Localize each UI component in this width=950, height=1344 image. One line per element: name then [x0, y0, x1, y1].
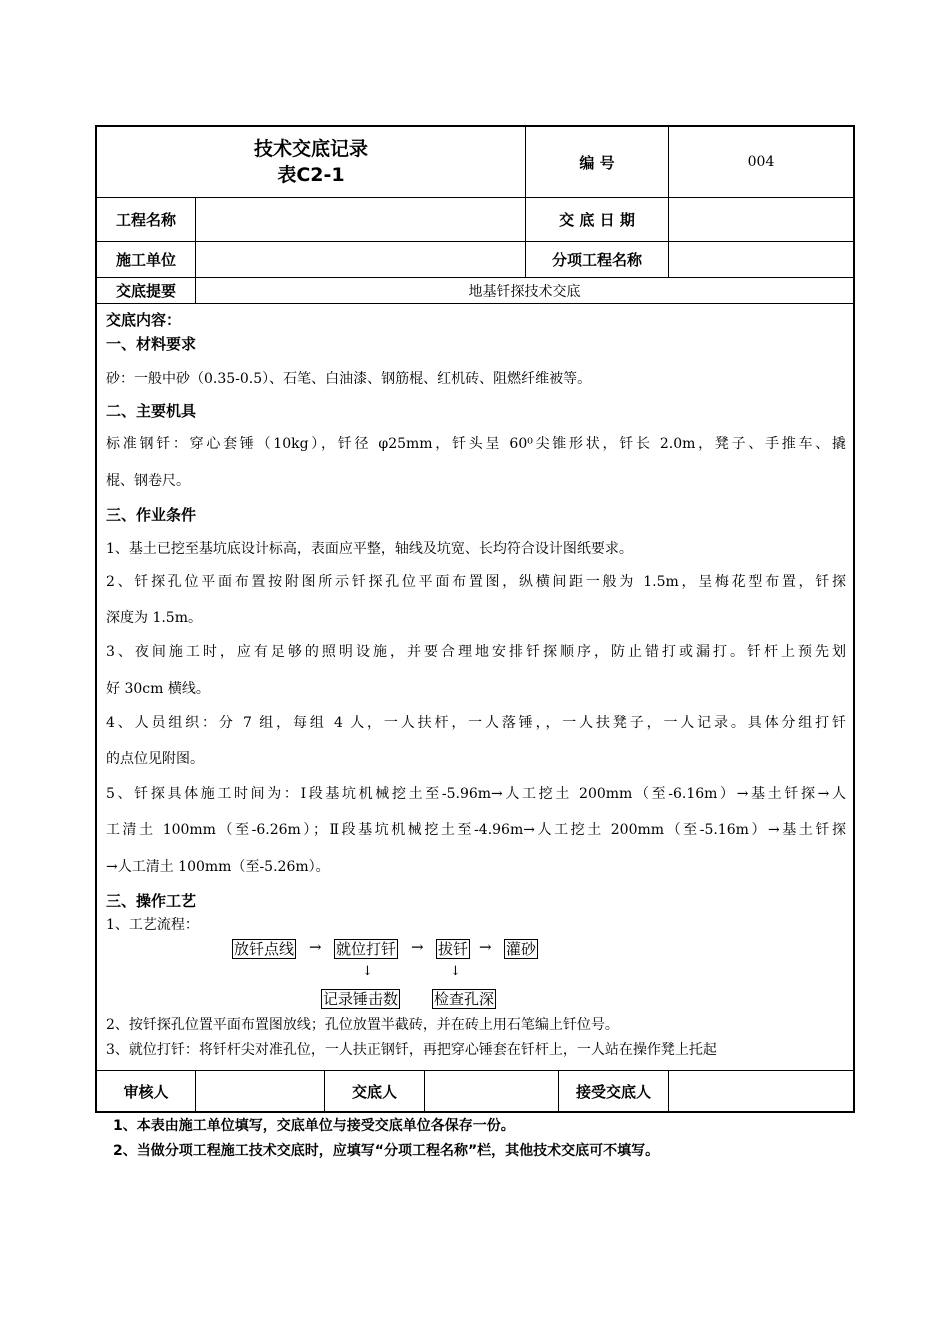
flow-step-stake-out: 放钎点线 [234, 940, 295, 958]
summary-label: 交底提要 [115, 282, 176, 300]
arrow-down-icon: ↓ [450, 964, 461, 979]
paragraph-line: 3、就位打钎：将钎杆尖对准孔位，一人扶正钢钎，再把穿心锤套在钎杆上，一人站在操作凳上托起 [106, 1042, 717, 1058]
arrow-down-icon: ↓ [362, 964, 373, 979]
number-label: 编 号 [579, 153, 615, 172]
section-heading: 三、作业条件 [106, 506, 197, 524]
construction-unit-label: 施工单位 [115, 251, 176, 269]
flow-step-fill-sand: 灌砂 [506, 940, 537, 958]
paragraph-line: 2、钎探孔位平面布置按附图所示钎探孔位平面布置图，纵横间距一般为 1.5m，呈梅花型布置，钎探 [106, 574, 846, 590]
discloser-label: 交底人 [351, 1082, 397, 1101]
form-title-block [97, 127, 525, 197]
footnote: 1、本表由施工单位填写，交底单位与接受交底单位各保存一份。 [113, 1118, 515, 1134]
paragraph-line: 工清土 100mm（至-6.26m）；Ⅱ段基坑机械挖土至-4.96m→人工挖土 200mm（至-5.16m）→基土钎探 [106, 822, 846, 838]
receiver-field[interactable] [669, 1071, 853, 1111]
flow-step-pull-rod: 拔钎 [438, 940, 469, 958]
paragraph-line: 1、工艺流程： [106, 917, 199, 933]
paragraph-line: 3、夜间施工时，应有足够的照明设施，并要合理地安排钎探顺序，防止错打或漏打。钎杆上预先划 [106, 644, 846, 660]
reviewer-label: 审核人 [123, 1082, 169, 1101]
section-heading: 一、材料要求 [106, 335, 197, 353]
arrow-right-icon: → [479, 938, 492, 956]
form-title: 技术交底记录 [253, 138, 368, 160]
paragraph-line: 的点位见附图。 [106, 751, 204, 767]
receiver-label: 接受交底人 [575, 1082, 651, 1101]
flow-step-check-depth: 检查孔深 [434, 990, 495, 1008]
paragraph-line: 5、钎探具体施工时间为：Ⅰ段基坑机械挖土至-5.96m→人工挖土 200mm（至-6.16m）→基土钎探→人 [106, 786, 846, 802]
paragraph-line: 砂：一般中砂（0.35-0.5）、石笔、白油漆、钢筋棍、红机砖、阻燃纤维被等。 [106, 371, 592, 387]
date-label: 交 底 日 期 [559, 211, 635, 229]
paragraph-line: 2、按钎探孔位置平面布置图放线；孔位放置半截砖，并在砖上用石笔编上钎位号。 [106, 1017, 619, 1033]
form-code: 表C2-1 [277, 164, 345, 186]
discloser-field[interactable] [425, 1071, 558, 1111]
paragraph-line: 标准钢钎：穿心套锤（10kg），钎径 φ25mm，钎头呈 60⁰尖锥形状，钎长 2.0m，凳子、手推车、撬 [106, 436, 846, 452]
paragraph-line: →人工清土 100mm（至-5.26m）。 [106, 859, 330, 875]
arrow-right-icon: → [411, 938, 424, 956]
content-intro: 交底内容： [106, 311, 182, 329]
subproject-label: 分项工程名称 [551, 251, 642, 269]
footnote: 2、当做分项工程施工技术交底时，应填写“分项工程名称”栏，其他技术交底可不填写。 [113, 1143, 660, 1159]
flow-step-record-blows: 记录锤击数 [323, 990, 399, 1008]
project-name-field[interactable] [196, 198, 525, 241]
reviewer-field[interactable] [196, 1071, 324, 1111]
paragraph-line: 深度为 1.5m。 [106, 610, 202, 626]
summary-value: 地基钎探技术交底 [468, 283, 581, 300]
construction-unit-field[interactable] [196, 242, 525, 277]
date-field[interactable] [669, 198, 853, 241]
arrow-right-icon: → [309, 938, 322, 956]
section-heading: 三、操作工艺 [106, 892, 197, 910]
section-heading: 二、主要机具 [106, 402, 197, 420]
paragraph-line: 棍、钢卷尺。 [106, 473, 190, 489]
paragraph-line: 1、基土已挖至基坑底设计标高，表面应平整，轴线及坑宽、长均符合设计图纸要求。 [106, 541, 633, 557]
project-name-label: 工程名称 [115, 211, 176, 229]
number-value: 004 [747, 154, 775, 170]
flow-step-drive-rod: 就位打钎 [336, 940, 397, 958]
subproject-field[interactable] [669, 242, 853, 277]
row-divider [95, 303, 855, 304]
paragraph-line: 好 30cm 横线。 [106, 681, 210, 697]
paragraph-line: 4、人员组织：分 7 组，每组 4 人，一人扶杆，一人落锤，，一人扶凳子，一人记录。具体分组打钎 [106, 715, 846, 731]
